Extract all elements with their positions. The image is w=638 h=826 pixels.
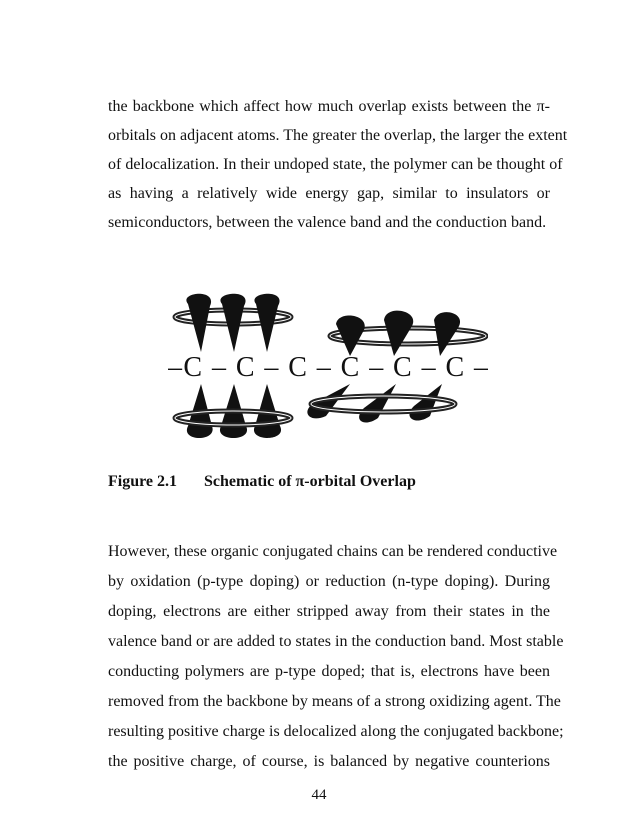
p-orbital-lobe [336,315,365,356]
p-orbital-lobe [359,384,396,423]
paragraph-line: semiconductors, between the valence band and the conduction band. [108,214,547,231]
paragraph-line: removed from the backbone by means of a strong oxidizing agent. The [108,693,561,710]
paragraph-line: as having a relatively wide energy gap, similar to insulators or [108,185,550,202]
paragraph-line: orbitals on adjacent atoms. The greater the overlap, the larger the extent [108,127,568,144]
paragraph-line: the backbone which affect how much overlap exists between the π- [108,98,550,115]
p-orbital-lobe [384,311,413,356]
paragraph-line: the positive charge, of course, is balanced by negative counterions [108,753,550,770]
p-orbital-lobe [409,384,442,421]
figure-caption [108,473,416,491]
paragraph-line: However, these organic conjugated chains can be rendered conductive [108,543,558,560]
pi-orbital-diagram [168,292,488,442]
figure-title: Schematic of π-orbital Overlap [204,473,416,490]
carbon-chain: –C – C – C – C – C – C – [168,352,488,383]
paragraph-line: by oxidation (p-type doping) or reduction (n-type doping). During [108,573,550,590]
p-orbital-lobe [434,312,460,356]
paragraph-line: of delocalization. In their undoped state, the polymer can be thought of [108,156,563,173]
page-number: 44 [311,787,327,803]
paragraph-line: resulting positive charge is delocalized along the conjugated backbone; [108,723,564,740]
figure-label: Figure 2.1 [108,473,178,490]
paragraph-line: doping, electrons are either stripped away from their states in the [108,603,550,620]
paragraph-line: valence band or are added to states in the conduction band. Most stable [108,633,564,650]
paragraph-line: conducting polymers are p-type doped; that is, electrons have been [108,663,550,680]
